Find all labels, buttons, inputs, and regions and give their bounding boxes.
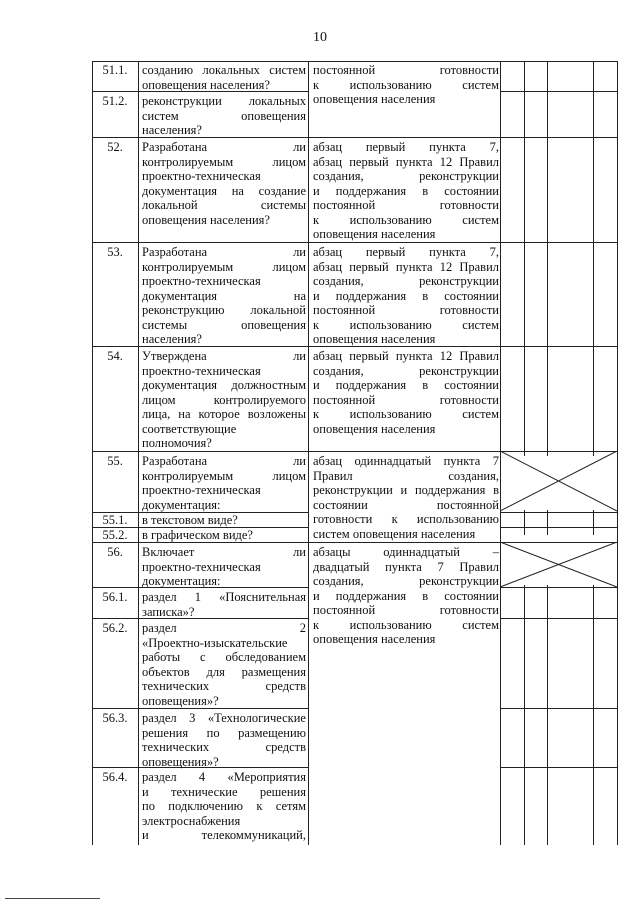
row-number: 52.: [107, 140, 123, 154]
row-number: 56.: [107, 545, 123, 559]
row-number: 54.: [107, 349, 123, 363]
row-number: 51.2.: [102, 94, 128, 108]
page-number: 10: [313, 30, 327, 45]
question-text: раздел 3 «Технологические решения по размещению технических средств оповещения»?: [142, 711, 306, 769]
row-number: 55.: [107, 454, 123, 468]
reference-text: абзац первый пункта 7, абзац первый пункта 12 Правил создания, реконструкции и поддержания в состоянии постоянной готовности к использованию систем оповещения населения: [313, 245, 499, 346]
reference-text: постоянной готовности к использованию систем оповещения населения: [313, 63, 499, 106]
question-text: Утверждена ли проектно-техническая документация должностным лицом контролируемого лица, на которое возложены соответствующие полномочия?: [142, 349, 306, 450]
question-text: Разработана ли контролируемым лицом проектно-техническая документация:: [142, 454, 306, 512]
row-number: 56.3.: [102, 711, 128, 725]
row-number: 55.1.: [102, 513, 128, 527]
reference-text: абзацы одиннадцатый – двадцатый пункта 7 Правил создания, реконструкции и поддержания в состоянии постоянной готовности к использованию систем оповещения населения: [313, 545, 499, 646]
reference-text: абзац одиннадцатый пункта 7 Правил создания, реконструкции и поддержания в состоянии постоянной готовности к использованию систем оповещения населения: [313, 454, 499, 541]
question-text: созданию локальных систем оповещения населения?: [142, 63, 306, 92]
question-text: раздел 2 «Проектно-изыскательские работы с обследованием объектов для размещения технических средств оповещения»?: [142, 621, 306, 708]
question-text: реконструкции локальных систем оповещения населения?: [142, 94, 306, 137]
question-text: Разработана ли контролируемым лицом проектно-техническая документация на создание локальной системы оповещения населения?: [142, 140, 306, 227]
row-number: 56.4.: [102, 770, 128, 784]
question-text: Включает ли проектно-техническая документация:: [142, 545, 306, 588]
question-text: раздел 4 «Мероприятия и технические решения по подключению к сетям электроснабжения и телекоммуникаций,: [142, 770, 306, 842]
reference-text: абзац первый пункта 12 Правил создания, реконструкции и поддержания в состоянии постоянной готовности к использованию систем оповещения населения: [313, 349, 499, 436]
reference-text: абзац первый пункта 7, абзац первый пункта 12 Правил создания, реконструкции и поддержания в состоянии постоянной готовности к использованию систем оповещения населения: [313, 140, 499, 241]
crossed-cell-56: [500, 542, 618, 588]
row-number: 53.: [107, 245, 123, 259]
row-number: 56.1.: [102, 590, 128, 604]
crossed-cell-55: [500, 451, 618, 512]
question-text: Разработана ли контролируемым лицом проектно-техническая документация на реконструкцию локальной системы оповещения населения?: [142, 245, 306, 346]
footer-divider: [5, 898, 100, 899]
row-number: 55.2.: [102, 528, 128, 542]
row-number: 51.1.: [102, 63, 128, 77]
question-text: раздел 1 «Пояснительная записка»?: [142, 590, 306, 619]
question-text: в графическом виде?: [142, 528, 253, 542]
question-text: в текстовом виде?: [142, 513, 238, 527]
row-number: 56.2.: [102, 621, 128, 635]
